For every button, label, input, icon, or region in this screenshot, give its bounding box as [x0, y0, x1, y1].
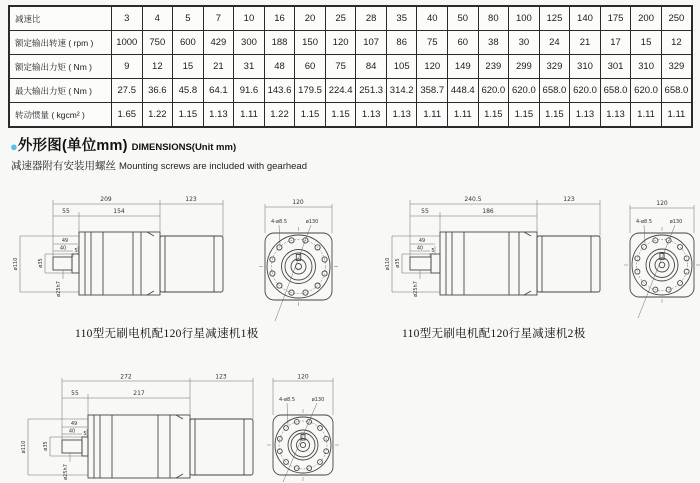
spec-cell: 188 — [264, 31, 295, 55]
spec-cell: 239 — [478, 55, 509, 79]
spec-cell: 1.13 — [203, 103, 234, 128]
section-title-cn: 外形图(单位mm) — [17, 138, 128, 154]
dim-label: 123 — [563, 196, 575, 203]
spec-cell: 150 — [295, 31, 326, 55]
spec-cell: 15 — [173, 55, 204, 79]
spec-cell: 50 — [448, 6, 479, 31]
spec-cell: 105 — [386, 55, 417, 79]
spec-cell: 16 — [264, 6, 295, 31]
spec-cell: 60 — [295, 55, 326, 79]
spec-cell: 1.13 — [570, 103, 601, 128]
spec-cell: 250 — [661, 6, 692, 31]
spec-cell: 64.1 — [203, 79, 234, 103]
spec-cell: 10 — [234, 6, 265, 31]
spec-cell: 329 — [661, 55, 692, 79]
spec-cell: 620.0 — [631, 79, 662, 103]
spec-cell: 38 — [478, 31, 509, 55]
spec-cell: 100 — [509, 6, 540, 31]
dim-label: 209 — [100, 196, 112, 203]
side-view-drawing-1 — [0, 190, 250, 345]
section-note-cn: 减速器附有安装用螺丝 — [11, 160, 116, 172]
dim-label: 55 — [71, 390, 79, 397]
spec-cell: 1.15 — [539, 103, 570, 128]
section-title-en: DIMENSIONS(Unit mm) — [131, 142, 237, 153]
spec-cell: 658.0 — [661, 79, 692, 103]
section-header — [10, 134, 236, 155]
spec-cell: 251.3 — [356, 79, 387, 103]
spec-cell: 107 — [356, 31, 387, 55]
dim-label: 40 — [59, 245, 67, 252]
dim-label: 49 — [61, 238, 69, 244]
dim-label: 5 — [74, 248, 78, 254]
dim-label: ø25h7 — [63, 464, 69, 480]
spec-cell: 27.5 — [112, 79, 143, 103]
spec-cell: 1.11 — [417, 103, 448, 128]
spec-row — [9, 31, 692, 55]
dim-label: ø25h7 — [56, 281, 62, 297]
spec-cell: 175 — [600, 6, 631, 31]
section-note — [11, 156, 307, 174]
spec-cell: 301 — [600, 55, 631, 79]
front-view-drawing-2 — [622, 192, 700, 327]
dim-label: ø110 — [21, 440, 27, 454]
spec-cell: 1.22 — [142, 103, 173, 128]
spec-cell: 75 — [417, 31, 448, 55]
spec-cell: 620.0 — [570, 79, 601, 103]
spec-cell: 15 — [631, 31, 662, 55]
spec-cell: 1000 — [112, 31, 143, 55]
dim-label: ø130 — [669, 219, 683, 225]
spec-cell: 17 — [600, 31, 631, 55]
spec-cell: 86 — [386, 31, 417, 55]
spec-cell: 80 — [478, 6, 509, 31]
spec-cell: 45.8 — [173, 79, 204, 103]
dim-label: 49 — [418, 238, 426, 244]
spec-cell: 1.11 — [661, 103, 692, 128]
spec-cell: 84 — [356, 55, 387, 79]
spec-row — [9, 79, 692, 103]
dim-label: ø25h7 — [413, 281, 419, 297]
spec-row-label: 额定输出转速 ( rpm ) — [9, 31, 112, 55]
spec-cell: 658.0 — [539, 79, 570, 103]
spec-cell: 40 — [417, 6, 448, 31]
spec-cell: 12 — [661, 31, 692, 55]
spec-cell: 149 — [448, 55, 479, 79]
spec-row — [9, 55, 692, 79]
spec-cell: 620.0 — [478, 79, 509, 103]
spec-cell: 300 — [234, 31, 265, 55]
dim-label: 55 — [421, 208, 429, 215]
spec-cell: 200 — [631, 6, 662, 31]
spec-cell: 448.4 — [448, 79, 479, 103]
dim-label: ø130 — [305, 219, 319, 225]
bullet-icon: ● — [10, 139, 18, 154]
spec-cell: 224.4 — [325, 79, 356, 103]
spec-cell: 3 — [112, 6, 143, 31]
dim-label: 123 — [215, 373, 227, 381]
spec-cell: 600 — [173, 31, 204, 55]
spec-cell: 31 — [234, 55, 265, 79]
spec-cell: 28 — [356, 6, 387, 31]
spec-cell: 1.22 — [264, 103, 295, 128]
spec-cell: 125 — [539, 6, 570, 31]
spec-table-body — [9, 6, 692, 127]
section-note-en: Mounting screws are included with gearhead — [119, 161, 307, 172]
spec-cell: 20 — [295, 6, 326, 31]
spec-cell: 5 — [173, 6, 204, 31]
spec-row-label: 转动惯量 ( kgcm² ) — [9, 103, 112, 128]
front-view-drawing-3 — [262, 370, 350, 483]
dim-label: 120 — [297, 373, 309, 381]
spec-cell: 658.0 — [600, 79, 631, 103]
dim-label: ø35 — [43, 441, 49, 451]
spec-row-label: 最大输出力矩 ( Nm ) — [9, 79, 112, 103]
spec-cell: 91.6 — [234, 79, 265, 103]
spec-cell: 140 — [570, 6, 601, 31]
dim-label: 186 — [482, 208, 494, 215]
spec-cell: 310 — [631, 55, 662, 79]
spec-cell: 1.13 — [386, 103, 417, 128]
spec-cell: 1.13 — [600, 103, 631, 128]
front-view-drawing-1 — [255, 190, 345, 330]
spec-cell: 25 — [325, 6, 356, 31]
dim-label: ø130 — [311, 397, 325, 403]
spec-cell: 48 — [264, 55, 295, 79]
spec-cell: 1.15 — [478, 103, 509, 128]
dim-label: ø110 — [385, 257, 391, 271]
side-view-drawing-3 — [0, 370, 260, 483]
spec-cell: 620.0 — [509, 79, 540, 103]
spec-cell: 750 — [142, 31, 173, 55]
dim-label: 123 — [185, 196, 197, 203]
spec-cell: 24 — [539, 31, 570, 55]
side-view-drawing-2 — [385, 190, 625, 345]
spec-cell: 120 — [417, 55, 448, 79]
dim-label: 40 — [68, 428, 76, 435]
spec-cell: 1.15 — [325, 103, 356, 128]
spec-cell: 75 — [325, 55, 356, 79]
spec-cell: 1.11 — [234, 103, 265, 128]
spec-cell: 143.6 — [264, 79, 295, 103]
dim-label: 240.5 — [464, 196, 482, 203]
dim-label: 5 — [431, 248, 435, 254]
spec-cell: 120 — [325, 31, 356, 55]
spec-cell: 30 — [509, 31, 540, 55]
spec-cell: 329 — [539, 55, 570, 79]
spec-cell: 21 — [570, 31, 601, 55]
spec-row — [9, 103, 692, 128]
spec-cell: 9 — [112, 55, 143, 79]
spec-cell: 1.15 — [509, 103, 540, 128]
spec-cell: 7 — [203, 6, 234, 31]
spec-cell: 60 — [448, 31, 479, 55]
spec-cell: 35 — [386, 6, 417, 31]
spec-cell: 1.13 — [356, 103, 387, 128]
spec-row-label: 额定输出力矩 ( Nm ) — [9, 55, 112, 79]
spec-row — [9, 6, 692, 31]
dim-label: 4-ø8.5 — [271, 219, 287, 225]
dim-label: 217 — [133, 390, 145, 397]
dim-label: 120 — [292, 199, 304, 206]
dim-label: 40 — [416, 245, 424, 252]
dim-label: 154 — [113, 208, 125, 215]
spec-cell: 310 — [570, 55, 601, 79]
drawing-caption-2: 110型无刷电机配120行星减速机2极 — [402, 328, 586, 340]
spec-cell: 314.2 — [386, 79, 417, 103]
dim-label: 4-ø8.5 — [279, 397, 295, 403]
spec-cell: 1.15 — [173, 103, 204, 128]
spec-cell: 299 — [509, 55, 540, 79]
spec-cell: 358.7 — [417, 79, 448, 103]
spec-cell: 429 — [203, 31, 234, 55]
spec-cell: 1.11 — [448, 103, 479, 128]
spec-cell: 1.11 — [631, 103, 662, 128]
spec-cell: 12 — [142, 55, 173, 79]
dim-label: 5 — [83, 431, 87, 437]
dim-label: ø35 — [38, 258, 44, 268]
dim-label: ø35 — [395, 258, 401, 268]
dim-label: 4-ø8.5 — [636, 219, 652, 225]
dim-label: 55 — [62, 208, 70, 215]
dim-label: 120 — [656, 200, 668, 207]
spec-cell: 36.6 — [142, 79, 173, 103]
drawing-caption-1: 110型无刷电机配120行星减速机1极 — [75, 328, 259, 340]
spec-cell: 4 — [142, 6, 173, 31]
dim-label: ø110 — [13, 257, 19, 271]
spec-cell: 21 — [203, 55, 234, 79]
spec-cell: 1.15 — [295, 103, 326, 128]
dim-label: 49 — [70, 421, 78, 427]
dim-label: 272 — [120, 373, 132, 381]
spec-cell: 1.65 — [112, 103, 143, 128]
spec-row-label: 减速比 — [9, 6, 112, 31]
spec-cell: 179.5 — [295, 79, 326, 103]
spec-table — [8, 5, 693, 128]
